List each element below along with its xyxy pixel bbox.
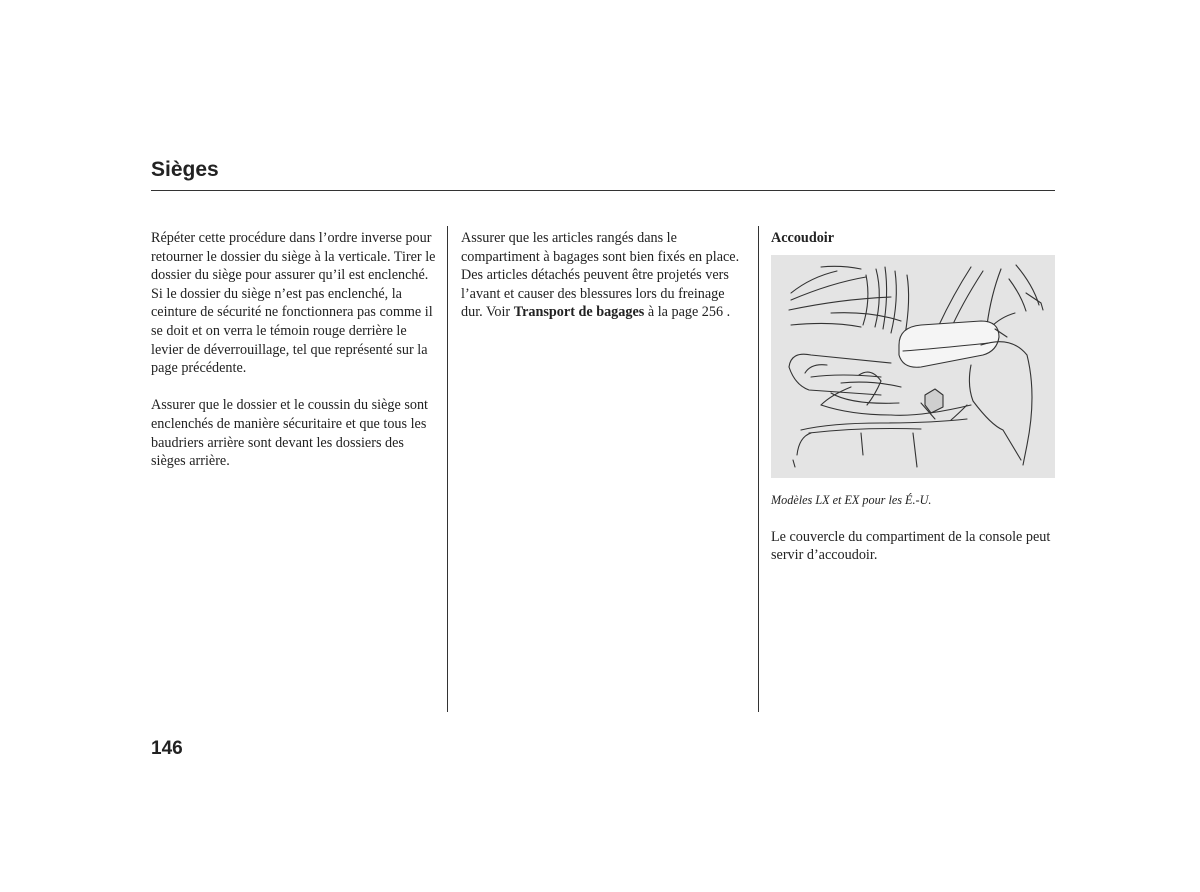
column2-paragraph bbox=[461, 229, 746, 322]
column-right bbox=[771, 229, 1056, 584]
page-title: Sièges bbox=[151, 158, 219, 181]
armrest-console-illustration-icon bbox=[771, 255, 1055, 478]
figure-caption: Modèles LX et EX pour les É.-U. bbox=[771, 492, 932, 507]
page-number: 146 bbox=[151, 738, 183, 759]
column2-text-after: à la page 256 . bbox=[644, 304, 731, 321]
column3-body: Le couvercle du compartiment de la console peut servir d’accoudoir. bbox=[771, 528, 1051, 564]
column-divider-right bbox=[758, 226, 759, 712]
column-middle bbox=[461, 229, 746, 341]
section-heading-armrest: Accoudoir bbox=[771, 230, 835, 246]
cross-reference-link[interactable]: Transport de bagages bbox=[513, 304, 645, 321]
column-divider-left bbox=[447, 226, 448, 712]
title-divider bbox=[151, 190, 1055, 191]
armrest-illustration bbox=[771, 255, 1055, 478]
column2-text-before: Assurer que les articles rangés dans le compartiment à bagages sont bien fixés en place. Des articles détachés peuvent être projetés vers l’avant et causer des blessures lors du freinage dur. Voir bbox=[461, 230, 740, 321]
column-left bbox=[151, 229, 436, 489]
column1-paragraph1: Répéter cette procédure dans l’ordre inverse pour retourner le dossier du siège à la verticale. Tirer le dossier du siège pour assurer qu’il est enclenché. Si le dossier du siège n’est pas enclenché, la ceinture de sécurité ne fonctionnera pas comme il se doit et on verra le témoin rouge derrière le levier de déverrouillage, tel que représenté sur la page précédente. bbox=[151, 230, 436, 377]
column1-paragraph2: Assurer que le dossier et le coussin du siège sont enclenchés de manière sécuritaire et que tous les baudriers arrière sont devant les dossiers des sièges arrière. bbox=[151, 397, 428, 470]
